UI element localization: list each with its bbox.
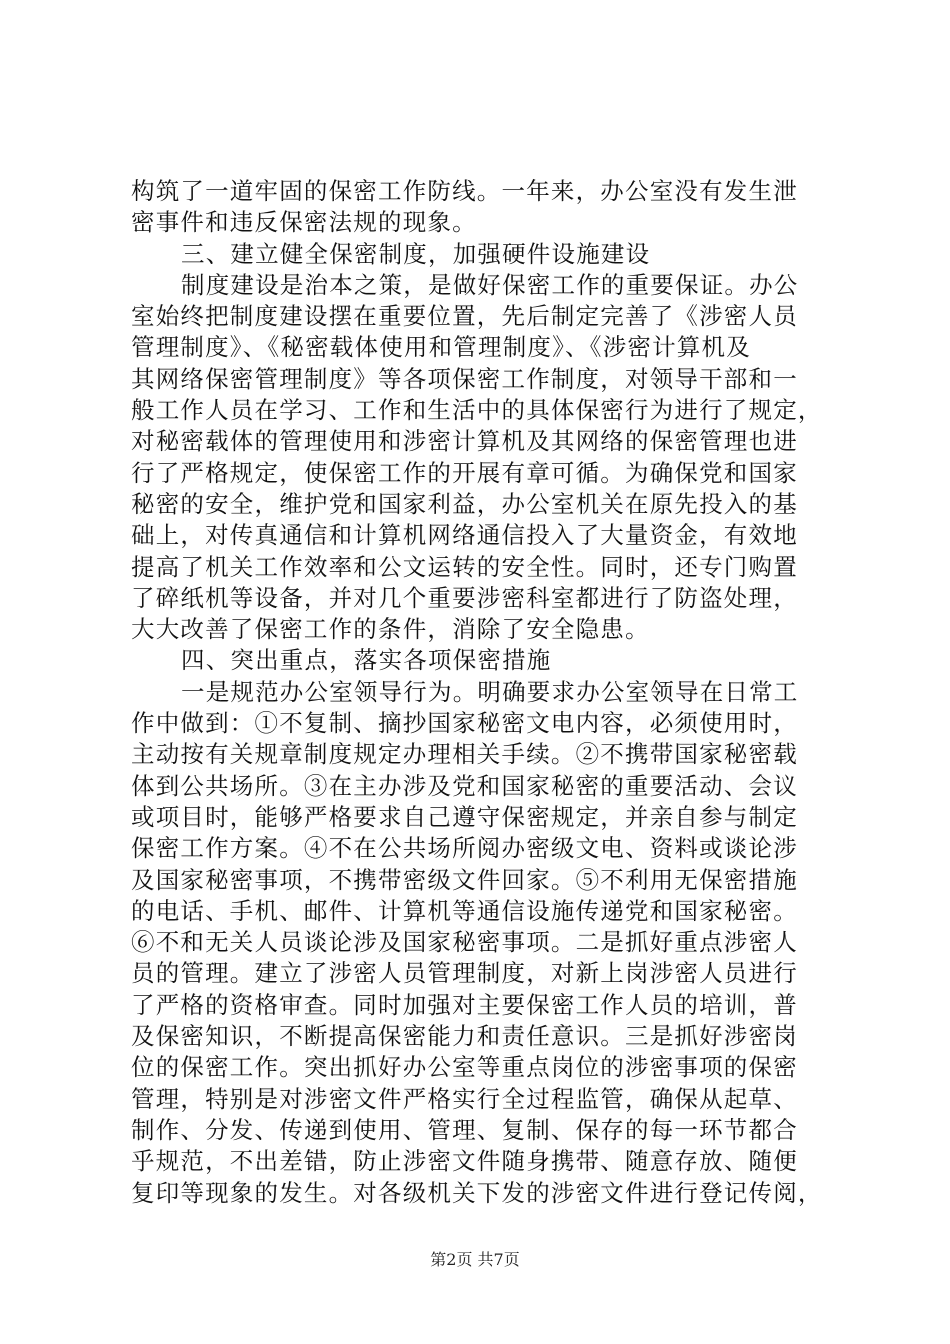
text-line: 乎规范，不出差错，防止涉密文件随身携带、随意存放、随便 [131, 1147, 798, 1176]
text-line: 员的管理。建立了涉密人员管理制度，对新上岗涉密人员进行 [131, 959, 798, 988]
text-line: 室始终把制度建设摆在重要位置，先后制定完善了《涉密人员 [131, 302, 798, 331]
text-line: 大大改善了保密工作的条件，消除了安全隐患。 [131, 615, 650, 644]
text-line: 提高了机关工作效率和公文运转的安全性。同时，还专门购置 [131, 552, 798, 581]
text-line: 秘密的安全，维护党和国家利益，办公室机关在原先投入的基 [131, 489, 798, 518]
text-line: 及保密知识，不断提高保密能力和责任意识。三是抓好涉密岗 [131, 1022, 798, 1051]
text-line: 主动按有关规章制度规定办理相关手续。②不携带国家秘密载 [131, 740, 798, 769]
document-body [131, 176, 831, 1209]
paragraph-start-line: 一是规范办公室领导行为。明确要求办公室领导在日常工 [181, 677, 799, 706]
text-line: 复印等现象的发生。对各级机关下发的涉密文件进行登记传阅， [131, 1178, 823, 1207]
text-line: 密事件和违反保密法规的现象。 [131, 208, 477, 237]
text-line: 位的保密工作。突出抓好办公室等重点岗位的涉密事项的保密 [131, 1053, 798, 1082]
text-line: 管理制度》、《秘密载体使用和管理制度》、《涉密计算机及 [131, 333, 751, 362]
text-line: 对秘密载体的管理使用和涉密计算机及其网络的保密管理也进 [131, 427, 798, 456]
paragraph-start-line: 四、突出重点，落实各项保密措施 [181, 646, 552, 675]
text-line: 管理，特别是对涉密文件严格实行全过程监管，确保从起草、 [131, 1084, 798, 1113]
paragraph-start-line: 三、建立健全保密制度，加强硬件设施建设 [181, 239, 651, 268]
text-line: 了严格的资格审查。同时加强对主要保密工作人员的培训，普 [131, 990, 798, 1019]
text-line: 构筑了一道牢固的保密工作防线。一年来，办公室没有发生泄 [131, 177, 798, 205]
text-line: 其网络保密管理制度》等各项保密工作制度，对领导干部和一 [131, 364, 798, 393]
text-line: 体到公共场所。③在主办涉及党和国家秘密的重要活动、会议 [131, 771, 798, 800]
text-line: 作中做到：①不复制、摘抄国家秘密文电内容，必须使用时， [131, 709, 798, 738]
text-line: 及国家秘密事项，不携带密级文件回家。⑤不利用无保密措施 [131, 865, 798, 894]
text-line: 保密工作方案。④不在公共场所阅办密级文电、资料或谈论涉 [131, 834, 798, 863]
page-footer: 第2页 共7页 [430, 1250, 520, 1269]
text-line: ⑥不和无关人员谈论涉及国家秘密事项。二是抓好重点涉密人 [131, 928, 798, 957]
text-line: 制作、分发、传递到使用、管理、复制、保存的每一环节都合 [131, 1115, 798, 1144]
paragraph-start-line: 制度建设是治本之策，是做好保密工作的重要保证。办公 [181, 270, 799, 299]
text-line: 般工作人员在学习、工作和生活中的具体保密行为进行了规定， [131, 396, 823, 425]
text-line: 础上，对传真通信和计算机网络通信投入了大量资金，有效地 [131, 521, 798, 550]
text-line: 行了严格规定，使保密工作的开展有章可循。为确保党和国家 [131, 458, 798, 487]
text-line: 了碎纸机等设备，并对几个重要涉密科室都进行了防盗处理， [131, 583, 798, 612]
text-line: 的电话、手机、邮件、计算机等通信设施传递党和国家秘密。 [131, 896, 798, 925]
text-line: 或项目时，能够严格要求自己遵守保密规定，并亲自参与制定 [131, 802, 798, 831]
